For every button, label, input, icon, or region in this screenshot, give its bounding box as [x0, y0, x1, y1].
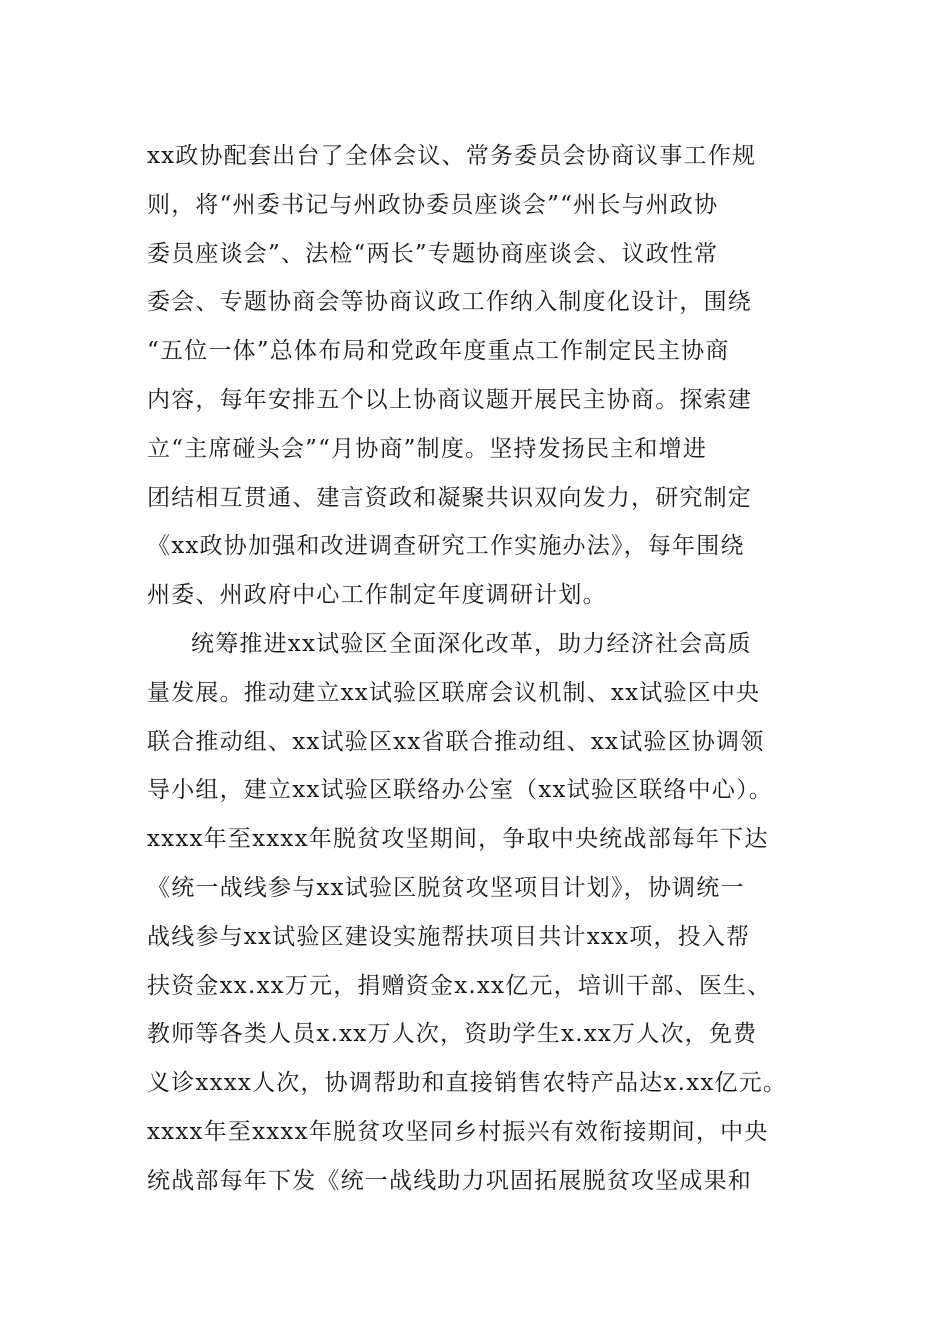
text-line: 团结相互贯通、建言资政和凝聚共识双向发力，研究制定: [147, 484, 752, 511]
text-line: 联合推动组、xx试验区xx省联合推动组、xx试验区协调领: [147, 728, 765, 755]
text-line: 义诊xxxx人次，协调帮助和直接销售农特产品达x.xx亿元。: [147, 1070, 788, 1097]
text-line: xxxx年至xxxx年脱贫攻坚同乡村振兴有效衔接期间，中央: [147, 1118, 769, 1145]
text-line: 量发展。推动建立xx试验区联席会议机制、xx试验区中央: [147, 679, 761, 706]
paragraph-consultation-system: [147, 132, 827, 620]
text-line: 委会、专题协商会等协商议政工作纳入制度化设计，围绕: [147, 289, 752, 316]
text-line: 《xx政协加强和改进调查研究工作实施办法》，每年围绕: [147, 533, 745, 560]
text-line: xx政协配套出台了全体会议、常务委员会协商议事工作规: [147, 143, 757, 169]
text-line: 内容，每年安排五个以上协商议题开展民主协商。探索建: [147, 386, 752, 413]
text-line: 则，将“州委书记与州政协委员座谈会”“州长与州政协: [147, 191, 719, 218]
text-line: 战线参与xx试验区建设实施帮扶项目共计xxx项，投入帮: [147, 923, 751, 950]
text-line: 统筹推进xx试验区全面深化改革，助力经济社会高质: [191, 630, 752, 657]
text-line: 委员座谈会”、法检“两长”专题协商座谈会、议政性常: [147, 240, 719, 267]
text-line: 教师等各类人员x.xx万人次，资助学生x.xx万人次，免费: [147, 1021, 758, 1048]
text-line: xxxx年至xxxx年脱贫攻坚期间，争取中央统战部每年下达: [147, 826, 769, 853]
text-line: 《统一战线参与xx试验区脱贫攻坚项目计划》，协调统一: [147, 874, 745, 901]
text-line: “五位一体”总体布局和党政年度重点工作制定民主协商: [147, 338, 730, 365]
text-line: 州委、州政府中心工作制定年度调研计划。: [147, 582, 607, 609]
text-line: 扶资金xx.xx万元，捐赠资金x.xx亿元，培训干部、医生、: [147, 972, 772, 999]
document-body: [147, 132, 827, 1206]
text-line: 导小组，建立xx试验区联络办公室（xx试验区联络中心）。: [147, 777, 773, 804]
text-line: 统战部每年下发《统一战线助力巩固拓展脱贫攻坚成果和: [147, 1167, 752, 1194]
text-line: 立“主席碰头会”“月协商”制度。坚持发扬民主和增进: [147, 435, 708, 462]
paragraph-pilot-zone-reform: [147, 620, 827, 1206]
